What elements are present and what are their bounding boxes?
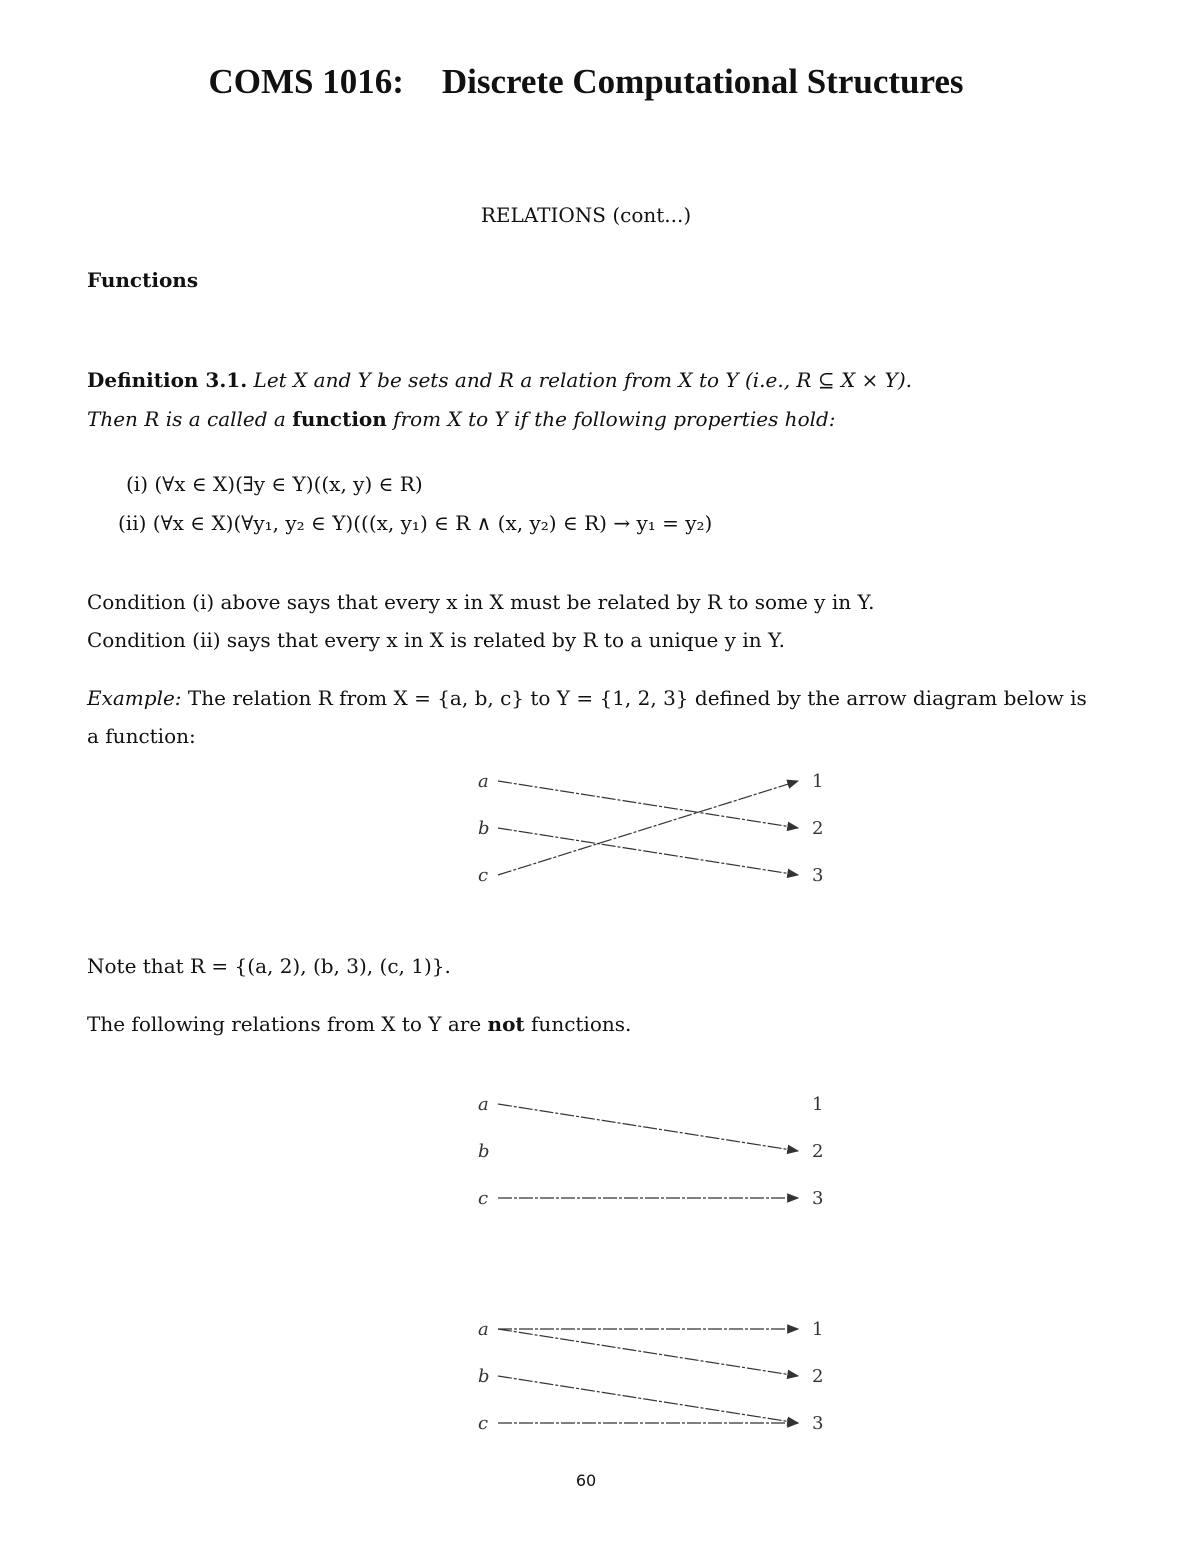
section-title: RELATIONS (cont...) (480, 203, 692, 227)
functions-heading: Functions (87, 268, 199, 292)
course-title: Discrete Computational Structures (441, 62, 964, 101)
not-functions-before: The following relations from X to Y are (87, 1012, 482, 1036)
domain-label-a: a (478, 1319, 489, 1340)
codomain-label-1: 1 (812, 771, 824, 792)
condition-i-num: (i) (126, 472, 149, 496)
codomain-label-3: 3 (812, 865, 824, 886)
arrow-b-to-3 (498, 1376, 798, 1423)
domain-label-b: b (478, 818, 490, 839)
domain-label-a: a (478, 1094, 489, 1115)
definition-bold-function: function (292, 407, 387, 431)
arrow-a-to-2 (498, 1104, 798, 1151)
definition-line-2 (87, 407, 836, 431)
codomain-label-1: 1 (812, 1319, 824, 1340)
domain-label-b: b (478, 1366, 490, 1387)
codomain-label-3: 3 (812, 1413, 824, 1434)
codomain-label-1: 1 (812, 1094, 824, 1115)
not-functions-line (87, 1012, 631, 1036)
definition-text-2a: Then R is a called a (87, 407, 286, 431)
example-line-2: a function: (87, 724, 196, 748)
arrow-c-to-1 (498, 781, 798, 875)
domain-label-c: c (478, 865, 489, 886)
condition-ii (118, 511, 712, 535)
arrow-a-to-2 (498, 1329, 798, 1376)
note-text: Note that R = {(a, 2), (b, 3), (c, 1)}. (87, 954, 451, 978)
not-functions-after: functions. (531, 1012, 632, 1036)
arrow-b-to-3 (498, 828, 798, 875)
page-title (0, 62, 1172, 102)
domain-label-b: b (478, 1141, 490, 1162)
condition-i-text: (∀x ∈ X)(∃y ∈ Y)((x, y) ∈ R) (154, 472, 423, 496)
condition-ii-num: (ii) (118, 511, 147, 535)
definition-text-1: Let X and Y be sets and R a relation from X to Y (i.e., R ⊆ X × Y). (253, 368, 913, 392)
example-text: The relation R from X = {a, b, c} to Y = {1, 2, 3} defined by the arrow diagram below is (187, 686, 1087, 710)
example-label: Example: (87, 686, 182, 710)
explanation-2: Condition (ii) says that every x in X is related by R to a unique y in Y. (87, 628, 785, 652)
definition-line-1 (87, 368, 912, 392)
explanation-1: Condition (i) above says that every x in X must be related by R to some y in Y. (87, 590, 875, 614)
codomain-label-2: 2 (812, 818, 824, 839)
not-functions-bold: not (487, 1012, 525, 1036)
condition-i (126, 472, 423, 496)
definition-text-2b: from X to Y if the following properties hold: (393, 407, 836, 431)
domain-label-a: a (478, 771, 489, 792)
codomain-label-2: 2 (812, 1141, 824, 1162)
condition-ii-text: (∀x ∈ X)(∀y₁, y₂ ∈ Y)(((x, y₁) ∈ R ∧ (x, y₂) ∈ R) → y₁ = y₂) (152, 511, 713, 535)
arrow-diagram-function (470, 765, 830, 890)
codomain-label-3: 3 (812, 1188, 824, 1209)
definition-label: Definition 3.1. (87, 368, 248, 392)
codomain-label-2: 2 (812, 1366, 824, 1387)
example-line-1 (87, 686, 1087, 710)
arrow-diagram-not-function-2 (470, 1313, 830, 1438)
course-code: COMS 1016: (208, 62, 404, 101)
domain-label-c: c (478, 1188, 489, 1209)
arrow-a-to-2 (498, 781, 798, 828)
arrow-diagram-not-function-1 (470, 1088, 830, 1213)
page-number: 60 (575, 1471, 597, 1490)
domain-label-c: c (478, 1413, 489, 1434)
